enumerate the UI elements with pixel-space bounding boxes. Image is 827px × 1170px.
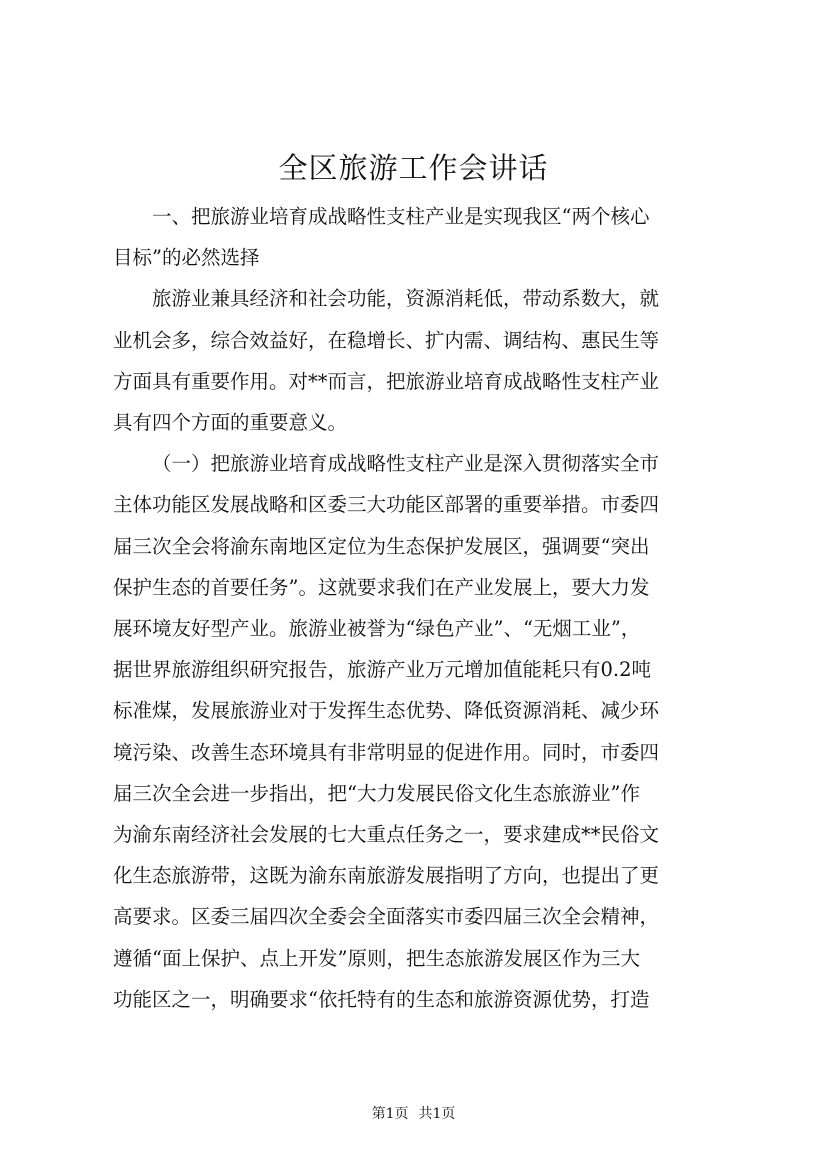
text-line: 标准煤，发展旅游业对于发挥生态优势、降低资源消耗、减少环 [113,699,660,723]
text-line: 目标”的必然选择 [113,246,260,270]
text-line: 届三次全会进一步指出，把“大力发展民俗文化生态旅游业”作 [113,781,640,805]
text-line: （一）把旅游业培育成战略性支柱产业是深入贯彻落实全市 [152,452,660,476]
text-line: 方面具有重要作用。对**而言，把旅游业培育成战略性支柱产业 [113,369,660,393]
page-footer [0,1104,827,1124]
text-line: 一、把旅游业培育成战略性支柱产业是实现我区“两个核心 [152,205,650,228]
text-line: 旅游业兼具经济和社会功能，资源消耗低，带动系数大，就 [152,287,660,311]
text-line: 业机会多，综合效益好，在稳增长、扩内需、调结构、惠民生等 [113,328,660,352]
text-line: 为渝东南经济社会发展的七大重点任务之一，要求建成**民俗文 [113,823,660,847]
text-line: 保护生态的首要任务”。这就要求我们在产业发展上，要大力发 [113,575,650,599]
text-line: 境污染、改善生态环境具有非常明显的促进作用。同时，市委四 [113,740,660,764]
page-number: 第1页 [371,1106,409,1122]
text-line: 高要求。区委三届四次全委会全面落实市委四届三次全会精神， [113,905,660,929]
text-line: 具有四个方面的重要意义。 [113,411,348,435]
text-line: 届三次全会将渝东南地区定位为生态保护发展区，强调要“突出 [113,534,650,558]
text-line: 遵循“面上保护、点上开发”原则，把生态旅游发展区作为三大 [113,946,640,970]
paragraph [113,443,725,1020]
text-line: 功能区之一，明确要求“依托特有的生态和旅游资源优势，打造 [113,987,650,1011]
section-heading [113,196,725,278]
paragraph [113,278,725,443]
page-total: 共1页 [418,1106,456,1122]
text-line: 主体功能区发展战略和区委三大功能区部署的重要举措。市委四 [113,493,660,517]
text-line: 化生态旅游带，这既为渝东南旅游发展指明了方向，也提出了更 [113,864,660,888]
document-title: 全区旅游工作会讲话 [278,151,549,185]
document-body [113,196,725,1020]
text-line: 展环境友好型产业。旅游业被誉为“绿色产业”、“无烟工业”， [113,617,641,641]
text-line: 据世界旅游组织研究报告，旅游产业万元增加值能耗只有0.2吨 [113,658,652,682]
